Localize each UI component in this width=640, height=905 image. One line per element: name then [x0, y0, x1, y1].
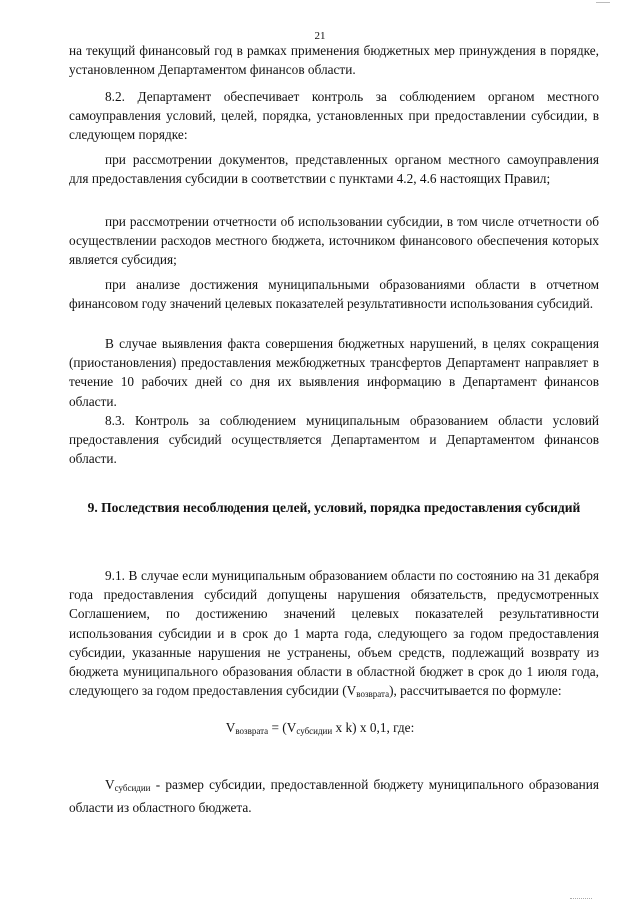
formula: [0, 718, 640, 741]
paragraph-analysis-block: [69, 275, 599, 313]
formula-rest: x k) x 0,1, где:: [332, 720, 415, 735]
definition-block: [69, 775, 599, 817]
paragraph-9-1-block: [69, 566, 599, 704]
section-9-heading: 9. Последствия несоблюдения целей, условий, порядка предоставления субсидий: [87, 500, 581, 515]
subscript-return: возврата: [356, 689, 390, 700]
definition-v-subsidy: [69, 775, 599, 817]
paragraph-reporting: при рассмотрении отчетности об использовании субсидии, в том числе отчетности об осуществлении расходов местного бюджета, источником финансового обеспечения которых является субсидия;: [69, 214, 599, 268]
paragraph-8-3-block: [69, 411, 599, 469]
paragraph-8-2-block: [69, 87, 599, 145]
paragraph-analysis: при анализе достижения муниципальными образованиями области в отчетном финансовом году значений целевых показателей результативности использования субсидий.: [69, 277, 599, 312]
paragraph-8-2: 8.2. Департамент обеспечивает контроль за соблюдением органом местного самоуправления условий, целей, порядка, установленных при предоставлении субсидии, в следующем порядке:: [69, 89, 599, 143]
paragraph-violation-block: [69, 334, 599, 411]
paragraph-documents: при рассмотрении документов, представленных органом местного самоуправления для предоставления субсидии в соответствии с пунктами 4.2, 4.6 настоящих Правил;: [69, 152, 599, 187]
definition-sub: субсидии: [114, 783, 151, 793]
paragraph-9-1: [69, 566, 599, 704]
paragraph-violation: В случае выявления факта совершения бюджетных нарушений, в целях сокращения (приостановления) предоставления межбюджетных трансфертов Департамент направляет в течение 10 рабочих дней со дня их выявления информацию в Департамент финансов области.: [69, 336, 599, 409]
scan-mark-bottom: [570, 894, 592, 899]
formula-eq: = (V: [268, 720, 297, 735]
paragraph-8-3: 8.3. Контроль за соблюдением муниципальным образованием области условий предоставления субсидий осуществляется Департаментом и Департаментом финансов области.: [69, 413, 599, 467]
scan-mark-top: [596, 2, 610, 7]
formula-sub-return: возврата: [235, 726, 269, 736]
definition-v: V: [105, 777, 115, 792]
definition-text: - размер субсидии, предоставленной бюджету муниципального образования области из областного бюджета.: [69, 777, 599, 816]
formula-v: V: [225, 720, 236, 735]
paragraph-9-1-main: 9.1. В случае если муниципальным образованием области по состоянию на 31 декабря года предоставления субсидий допущены нарушения обязательств, предусмотренных Соглашением, по достижению значений целевых показателей результативности использования субсидии и в срок до 1 марта года, следующего за годом предоставления субсидии, указанные нарушения не устранены, объем средств, подлежащий возврату из бюджета муниципального образования области в областной бюджет в срок до 1 июля года, следующего за годом предоставления субсидии (V: [69, 568, 599, 699]
page-number: 21: [314, 30, 326, 42]
paragraph-report-block: [69, 212, 599, 270]
paragraph-9-1-tail: ), рассчитывается по формуле:: [389, 683, 562, 699]
paragraph-continuation: на текущий финансовый год в рамках применения бюджетных мер принуждения в порядке, установленном Департаментом финансов области.: [69, 43, 599, 78]
paragraph-docs-block: [69, 150, 599, 188]
formula-sub-subsidy: субсидии: [296, 726, 333, 736]
section8-block: [69, 41, 599, 79]
